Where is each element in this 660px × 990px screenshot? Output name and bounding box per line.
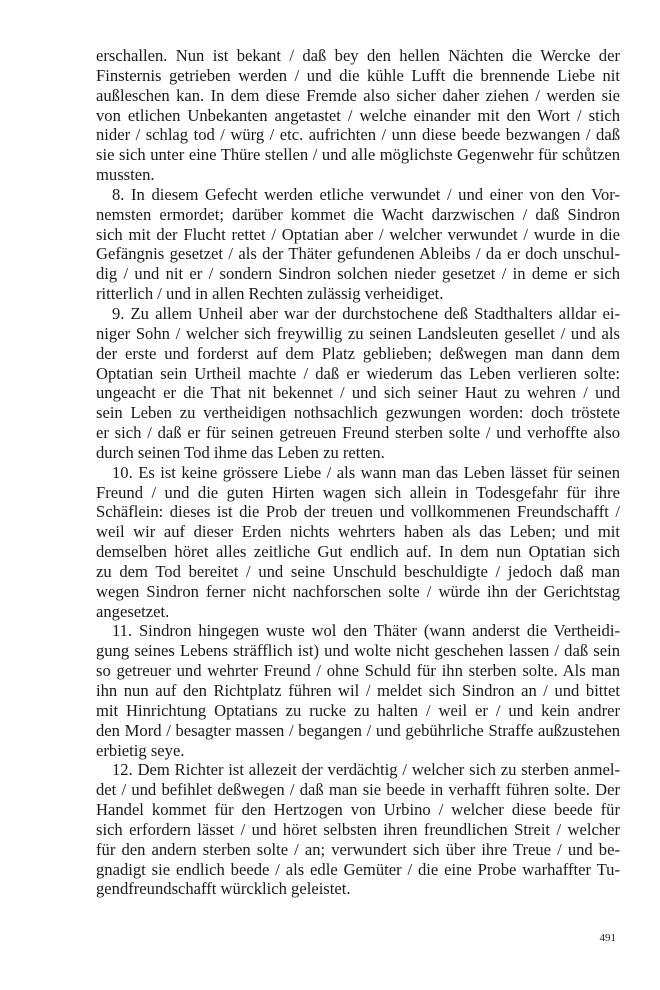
text-line: der erste und forderst auf dem Platz geblieben; deßwegen man dann dem xyxy=(96,343,620,363)
text-line: den Mord / besagter massen / begangen / und gebührliche Straffe außzustehen xyxy=(96,720,620,740)
text-line: 12. Dem Richter ist allezeit der verdächtig / welcher sich zu sterben anmel- xyxy=(112,760,620,780)
text-line: weil wir auf dieser Erden nichts wehrters haben als das Leben; und mit xyxy=(96,522,620,542)
text-line: mussten. xyxy=(96,165,155,185)
text-line: sich mit der Flucht rettet / Optatian aber / welcher verwundet / wurde in die xyxy=(96,224,620,244)
paragraph-9 xyxy=(96,304,620,463)
text-line: Finsternis getrieben werden / und die kühle Lufft die brennende Liebe nit xyxy=(96,65,620,85)
text-line: Freund / und die guten Hirten wagen sich allein in Todesgefahr für ihre xyxy=(96,482,620,502)
text-line: ungeacht er die That nit bekennet / und sich seiner Haut zu wehren / und xyxy=(96,383,620,403)
paragraph-10 xyxy=(96,463,620,622)
text-line: für den andern sterben solte / an; verwundert sich über ihre Treue / und be- xyxy=(96,839,620,859)
text-line: nider / schlag tod / würg / etc. aufrichten / unn diese beede bezwangen / daß xyxy=(96,125,620,145)
text-line: Gefängnis gesetzet / als der Thäter gefundenen Ableibs / da er doch unschul- xyxy=(96,244,620,264)
text-line: angesetzet. xyxy=(96,601,170,621)
text-line: erschallen. Nun ist bekant / daß bey den hellen Nächten die Wercke der xyxy=(96,46,620,65)
text-line: 9. Zu allem Unheil aber war der durchstochene deß Stadthalters alldar ei- xyxy=(112,303,620,323)
text-line: er sich / daß er für seinen getreuen Freund sterben solte / und verhoffte also xyxy=(96,423,620,443)
text-line: gung seines Lebens sträfflich ist) und wolte nicht geschehen lassen / daß sein xyxy=(96,641,620,661)
page-number: 491 xyxy=(599,932,616,944)
text-line: sich erfordern lässet / und höret selbsten ihren freundlichen Streit / welcher xyxy=(96,819,620,839)
text-line: 8. In diesem Gefecht werden etliche verwundet / und einer von den Vor- xyxy=(112,184,620,204)
paragraph-8 xyxy=(96,185,620,304)
text-line: nemsten ermordet; darüber kommet die Wacht darzwischen / daß Sindron xyxy=(96,204,620,224)
text-line: durch seinen Tod ihme das Leben zu retten. xyxy=(96,442,385,462)
text-line: Handel kommet für den Hertzogen von Urbino / welcher diese beede für xyxy=(96,800,620,820)
text-line: demselben höret alles zeitliche Gut endlich auf. In dem nun Optatian sich xyxy=(96,542,620,562)
text-line: von etlichen Unbekanten angetastet / welche einander mit den Wort / stich xyxy=(96,105,620,125)
text-line: gendfreundschafft würcklich geleistet. xyxy=(96,879,351,899)
paragraph-continuation xyxy=(96,46,620,185)
text-line: ihn nun auf den Richtplatz führen wil / meldet sich Sindron an / und bittet xyxy=(96,681,620,700)
text-line: erbietig seye. xyxy=(96,740,185,760)
text-line: gnadigt sie endlich beede / als edle Gemüter / die eine Probe warhaffter Tu- xyxy=(96,859,620,879)
text-line: 11. Sindron hingegen wuste wol den Thäter (wann anderst die Vertheidi- xyxy=(112,621,620,641)
text-line: mit Hinrichtung Optatians zu rucke zu halten / weil er / und kein andrer xyxy=(96,700,620,720)
paragraph-12 xyxy=(96,760,620,899)
text-line: wegen Sindron ferner nicht nachforschen solte / würde ihn der Gerichtstag xyxy=(96,581,620,601)
text-line: niger Sohn / welcher sich freywillig zu seinen Landsleuten gesellet / und als xyxy=(96,323,620,343)
paragraph-11 xyxy=(96,621,620,760)
page-body xyxy=(96,46,620,899)
text-line: zu dem Tod bereitet / und seine Unschuld beschuldigte / jedoch daß man xyxy=(96,561,620,581)
text-line: so getreuer und wehrter Freund / ohne Schuld für ihn sterben solte. Als man xyxy=(96,661,620,681)
text-line: sie sich unter eine Thüre stellen / und alle möglichste Gegenwehr für schůtzen xyxy=(96,145,620,165)
text-line: dig / und nit er / sondern Sindron solchen nieder gesetzet / in deme er sich xyxy=(96,264,620,284)
text-line: 10. Es ist keine grössere Liebe / als wann man das Leben lässet für seinen xyxy=(112,462,620,482)
text-line: Optatian sein Urtheil machte / daß er wiederum das Leben verlieren solte: xyxy=(96,363,620,383)
text-line: sein Leben zu vertheidigen nothsachlich gezwungen worden: doch tröstete xyxy=(96,403,620,423)
text-line: det / und befihlet deßwegen / daß man sie beede in verhafft führen solte. Der xyxy=(96,780,620,800)
text-line: außleschen kan. In dem diese Fremde also sicher daher ziehen / werden sie xyxy=(96,85,620,105)
text-line: Schäflein: dieses ist die Prob der treuen und vollkommenen Freundschafft / xyxy=(96,502,620,522)
text-line: ritterlich / und in allen Rechten zulässig verheidiget. xyxy=(96,284,444,304)
